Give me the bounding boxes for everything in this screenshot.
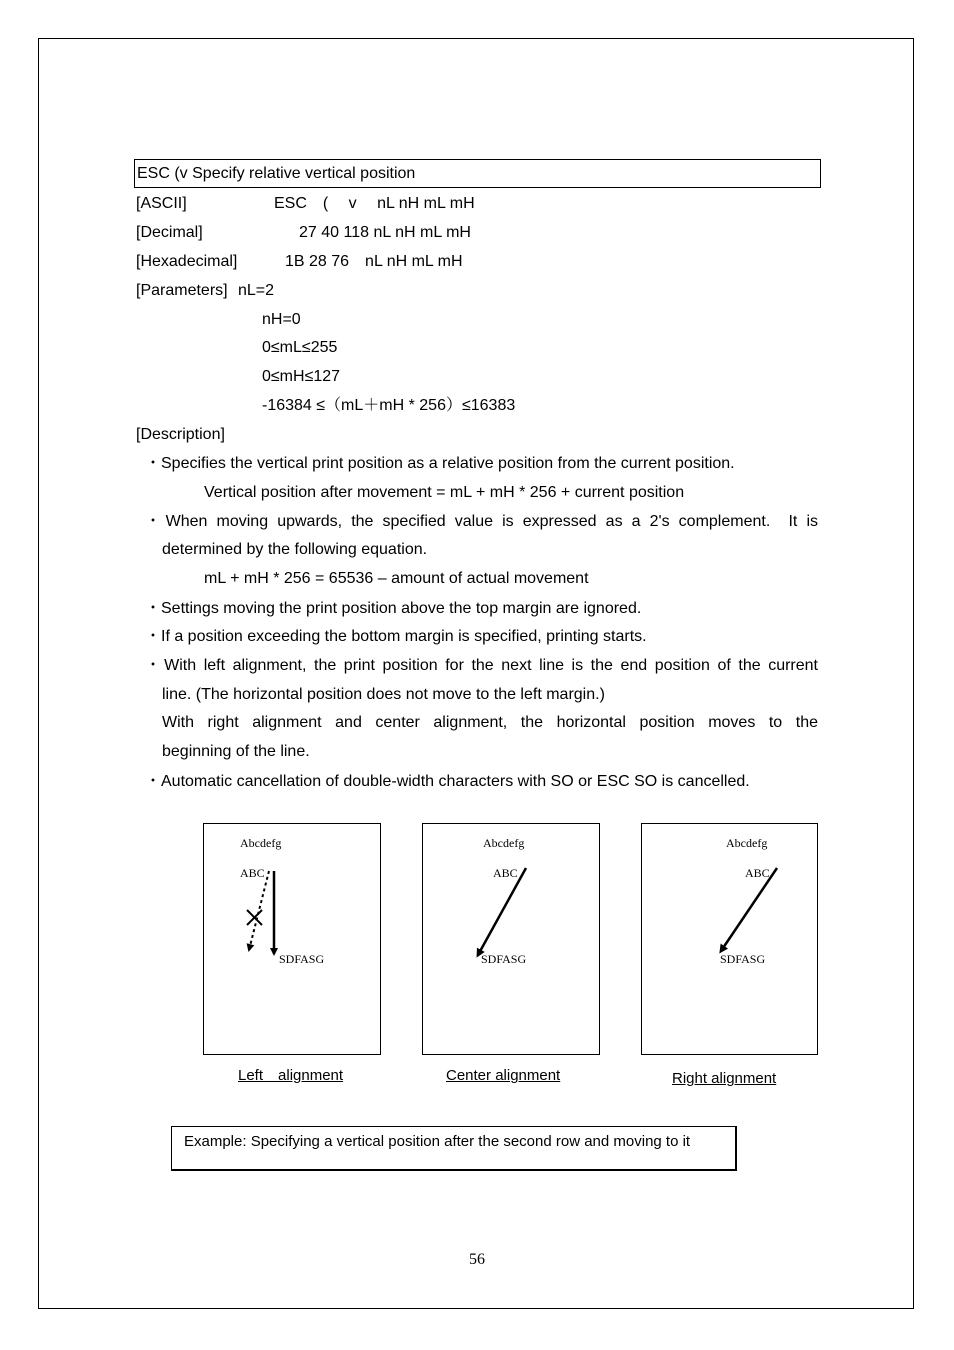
param-nl: nL=2 [238,282,275,299]
diagonal-arrow [721,868,777,951]
hex-value: 1B 28 76 nL nH mL mH [285,253,463,270]
right-diagram-line-2: ABC [745,866,770,880]
command-title: ESC (v Specify relative vertical position [137,165,416,182]
left-diagram-line-2: ABC [240,866,265,880]
command-title-box [134,159,821,188]
ascii-label: [ASCII] [136,195,187,212]
left-diagram-arrows [204,824,382,1056]
hex-label: [Hexadecimal] [136,253,238,270]
center-alignment-diagram [422,823,600,1055]
example-text: Example: Specifying a vertical position after the second row and moving to it [184,1133,691,1150]
right-diagram-arrow [642,824,819,1056]
left-alignment-diagram [203,823,381,1055]
param-nh: nH=0 [262,311,301,328]
desc-formula-1: Vertical position after movement = mL + mH * 256 + current position [204,484,685,501]
ascii-value: ESC ( v nL nH mL mH [274,195,475,212]
left-alignment-caption: Left alignment [238,1067,344,1084]
right-diagram-line-3: SDFASG [720,952,766,966]
example-box [171,1126,737,1171]
desc-bullet-4: ・If a position exceeding the bottom margin is specified, printing starts. [145,628,647,645]
decimal-value: 27 40 118 nL nH mL mH [299,224,471,241]
param-mh: 0≤mH≤127 [262,368,341,385]
param-ml: 0≤mL≤255 [262,339,338,356]
cross-mark-icon [247,910,262,925]
desc-bullet-3: ・Settings moving the print position above the top margin are ignored. [145,600,642,617]
left-diagram-line-1: Abcdefg [240,836,282,850]
left-diagram-line-3: SDFASG [279,952,325,966]
center-diagram-line-2: ABC [493,866,518,880]
right-alignment-diagram [641,823,818,1055]
description-label: [Description] [136,426,225,443]
right-diagram-line-1: Abcdefg [726,836,768,850]
parameters-label: [Parameters] [136,282,228,299]
center-diagram-line-1: Abcdefg [483,836,525,850]
center-diagram-line-3: SDFASG [481,952,527,966]
desc-bullet-5-line-2: line. (The horizontal position does not move to the left margin.) [162,686,605,703]
desc-bullet-2-line-1: ・When moving upwards, the specified value is expressed as a 2's complement. It is [145,513,818,530]
decimal-label: [Decimal] [136,224,203,241]
desc-bullet-5-line-1: ・With left alignment, the print position for the next line is the end position of the current [145,657,818,674]
right-alignment-caption: Right alignment [672,1070,777,1087]
down-arrow-dotted [249,871,269,950]
param-range: -16384 ≤（mL＋mH * 256）≤16383 [262,397,516,414]
desc-bullet-5-line-3: With right alignment and center alignment, the horizontal position moves to the [162,714,818,731]
desc-bullet-6: ・Automatic cancellation of double-width characters with SO or ESC SO is cancelled. [145,773,750,790]
desc-bullet-5-line-4: beginning of the line. [162,743,310,760]
page-number: 56 [469,1251,485,1268]
desc-bullet-2-line-2: determined by the following equation. [162,541,428,558]
desc-bullet-1: ・Specifies the vertical print position as a relative position from the current position. [145,455,735,472]
diagonal-arrow [478,868,526,955]
center-alignment-caption: Center alignment [446,1067,561,1084]
center-diagram-arrow [423,824,601,1056]
desc-formula-2: mL + mH * 256 = 65536 – amount of actual movement [204,570,589,587]
